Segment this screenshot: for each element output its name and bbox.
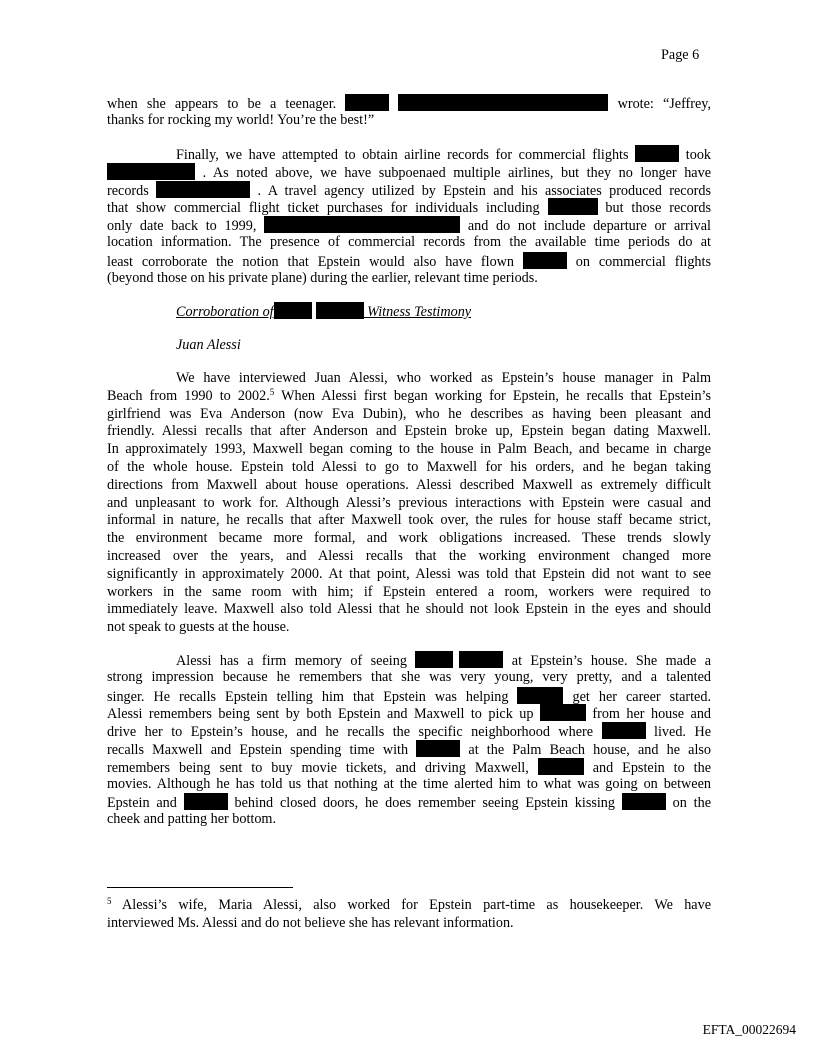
text: . A travel agency utilized by Epstein and his associates produced records (257, 182, 712, 199)
redaction (345, 94, 389, 111)
paragraph-4 (107, 651, 711, 829)
text: on the (672, 795, 712, 812)
text: location information. The presence of commercial records from the available time periods do at (107, 233, 711, 250)
text: took (685, 147, 712, 163)
text: significantly in approximately 2000. At that point, Alessi was told that Epstein did not want to see (107, 565, 711, 582)
paragraph-2 (107, 145, 711, 287)
text: Alessi has a firm memory of seeing (176, 653, 407, 669)
text: cheek and patting her bottom. (107, 811, 277, 828)
redaction (517, 687, 563, 704)
redaction (316, 302, 364, 319)
text: when she appears to be a teenager. (107, 96, 337, 112)
text: informal in nature, he recalls that after Maxwell took over, the rules for house staff became strict, (107, 512, 711, 529)
text: lived. He (654, 724, 711, 741)
text: When Alessi first began working for Epstein, he recalls that Epstein’s (274, 387, 712, 404)
heading-text: Corroboration of (176, 304, 274, 320)
text: and unpleasant to work for. Although Alessi’s previous interactions with Epstein were casual and (107, 494, 711, 511)
text: Epstein and (107, 795, 177, 812)
subsection-heading: Juan Alessi (176, 337, 241, 353)
text: remembers being sent to buy movie tickets, and driving Maxwell, (107, 759, 529, 776)
text: get her career started. (572, 688, 711, 705)
section-heading (176, 302, 471, 321)
text: Alessi remembers being sent by both Epstein and Maxwell to pick up (107, 706, 534, 723)
paragraph-3 (107, 370, 711, 637)
text: singer. He recalls Epstein telling him that Epstein was helping (107, 688, 509, 705)
text: Alessi’s wife, Maria Alessi, also worked for Epstein part-time as housekeeper. We have (111, 897, 711, 913)
text: the environment became more formal, and work obligations increased. These trends slowly (107, 530, 711, 547)
redaction (107, 163, 195, 180)
text: interviewed Ms. Alessi and do not believe she has relevant information. (107, 914, 514, 931)
text: on commercial flights (575, 253, 711, 270)
footnote-marker: 5 (107, 896, 112, 906)
text: We have interviewed Juan Alessi, who worked as Epstein’s house manager in Palm (176, 370, 711, 386)
text: that show commercial flight ticket purchases for individuals including (107, 200, 540, 217)
text: Finally, we have attempted to obtain airline records for commercial flights (176, 147, 629, 163)
text: Beach from 1990 to 2002. (107, 387, 270, 404)
text: thanks for rocking my world! You’re the best!” (107, 111, 375, 128)
redaction (415, 651, 453, 668)
text: immediately leave. Maxwell also told Alessi that he should not look Epstein in the eyes and should (107, 601, 711, 618)
text: workers in the same room with him; if Epstein entered a room, workers were required to (107, 583, 711, 600)
redaction (459, 651, 503, 668)
text: but those records (605, 200, 711, 217)
text: wrote: “Jeffrey, (617, 96, 712, 112)
text: movies. Although he has told us that nothing at the time alerted him to what was going on between (107, 775, 711, 792)
footnote (107, 897, 711, 933)
redaction (264, 216, 460, 233)
text: and Epstein to the (592, 759, 712, 776)
page-number: Page 6 (661, 47, 700, 63)
text: at the Palm Beach house, and he also (468, 741, 712, 758)
text: recalls Maxwell and Epstein spending time with (107, 741, 409, 758)
redaction (540, 704, 586, 721)
redaction (622, 793, 666, 810)
text: not speak to guests at the house. (107, 619, 290, 636)
redaction (523, 252, 567, 269)
text: . As noted above, we have subpoenaed multiple airlines, but they no longer have (202, 164, 711, 181)
redaction (184, 793, 228, 810)
redaction (398, 94, 608, 111)
text: strong impression because he remembers that she was very young, very pretty, and a talented (107, 668, 711, 685)
text: least corroborate the notion that Epstein would also have flown (107, 253, 515, 270)
text: of the whole house. Epstein told Alessi to go to Maxwell for his orders, and he began taking (107, 458, 711, 475)
text: increased over the years, and Alessi recalls that the working environment changed more (107, 547, 711, 564)
redaction (635, 145, 679, 162)
heading-text: Witness Testimony (367, 304, 472, 320)
redaction (156, 181, 250, 198)
text: girlfriend was Eva Anderson (now Eva Dubin), who he describes as having been pleasant and (107, 405, 711, 422)
redaction (548, 198, 598, 215)
footnote-divider (107, 887, 293, 888)
redaction (602, 722, 646, 739)
text: and do not include departure or arrival (467, 218, 711, 235)
text: at Epstein’s house. She made a (511, 653, 712, 669)
redaction (538, 758, 584, 775)
text: directions from Maxwell about house operations. Alessi described Maxwell as extremely difficult (107, 476, 711, 493)
bates-number: EFTA_00022694 (702, 1022, 796, 1037)
text: In approximately 1993, Maxwell began coming to the house in Palm Beach, and became in charge (107, 441, 711, 458)
text: only date back to 1999, (107, 218, 257, 235)
text: friendly. Alessi recalls that after Anderson and Epstein broke up, Epstein began dating Maxwell. (107, 423, 711, 440)
redaction (416, 740, 460, 757)
text: (beyond those on his private plane) during the earlier, relevant time periods. (107, 269, 538, 286)
footnote-ref: 5 (269, 386, 275, 397)
redaction (274, 302, 312, 319)
text: records (107, 182, 149, 199)
text: drive her to Epstein’s house, and he recalls the specific neighborhood where (107, 724, 594, 741)
text: behind closed doors, he does remember seeing Epstein kissing (234, 795, 615, 812)
text: from her house and (592, 706, 712, 723)
paragraph-1 (107, 94, 711, 130)
